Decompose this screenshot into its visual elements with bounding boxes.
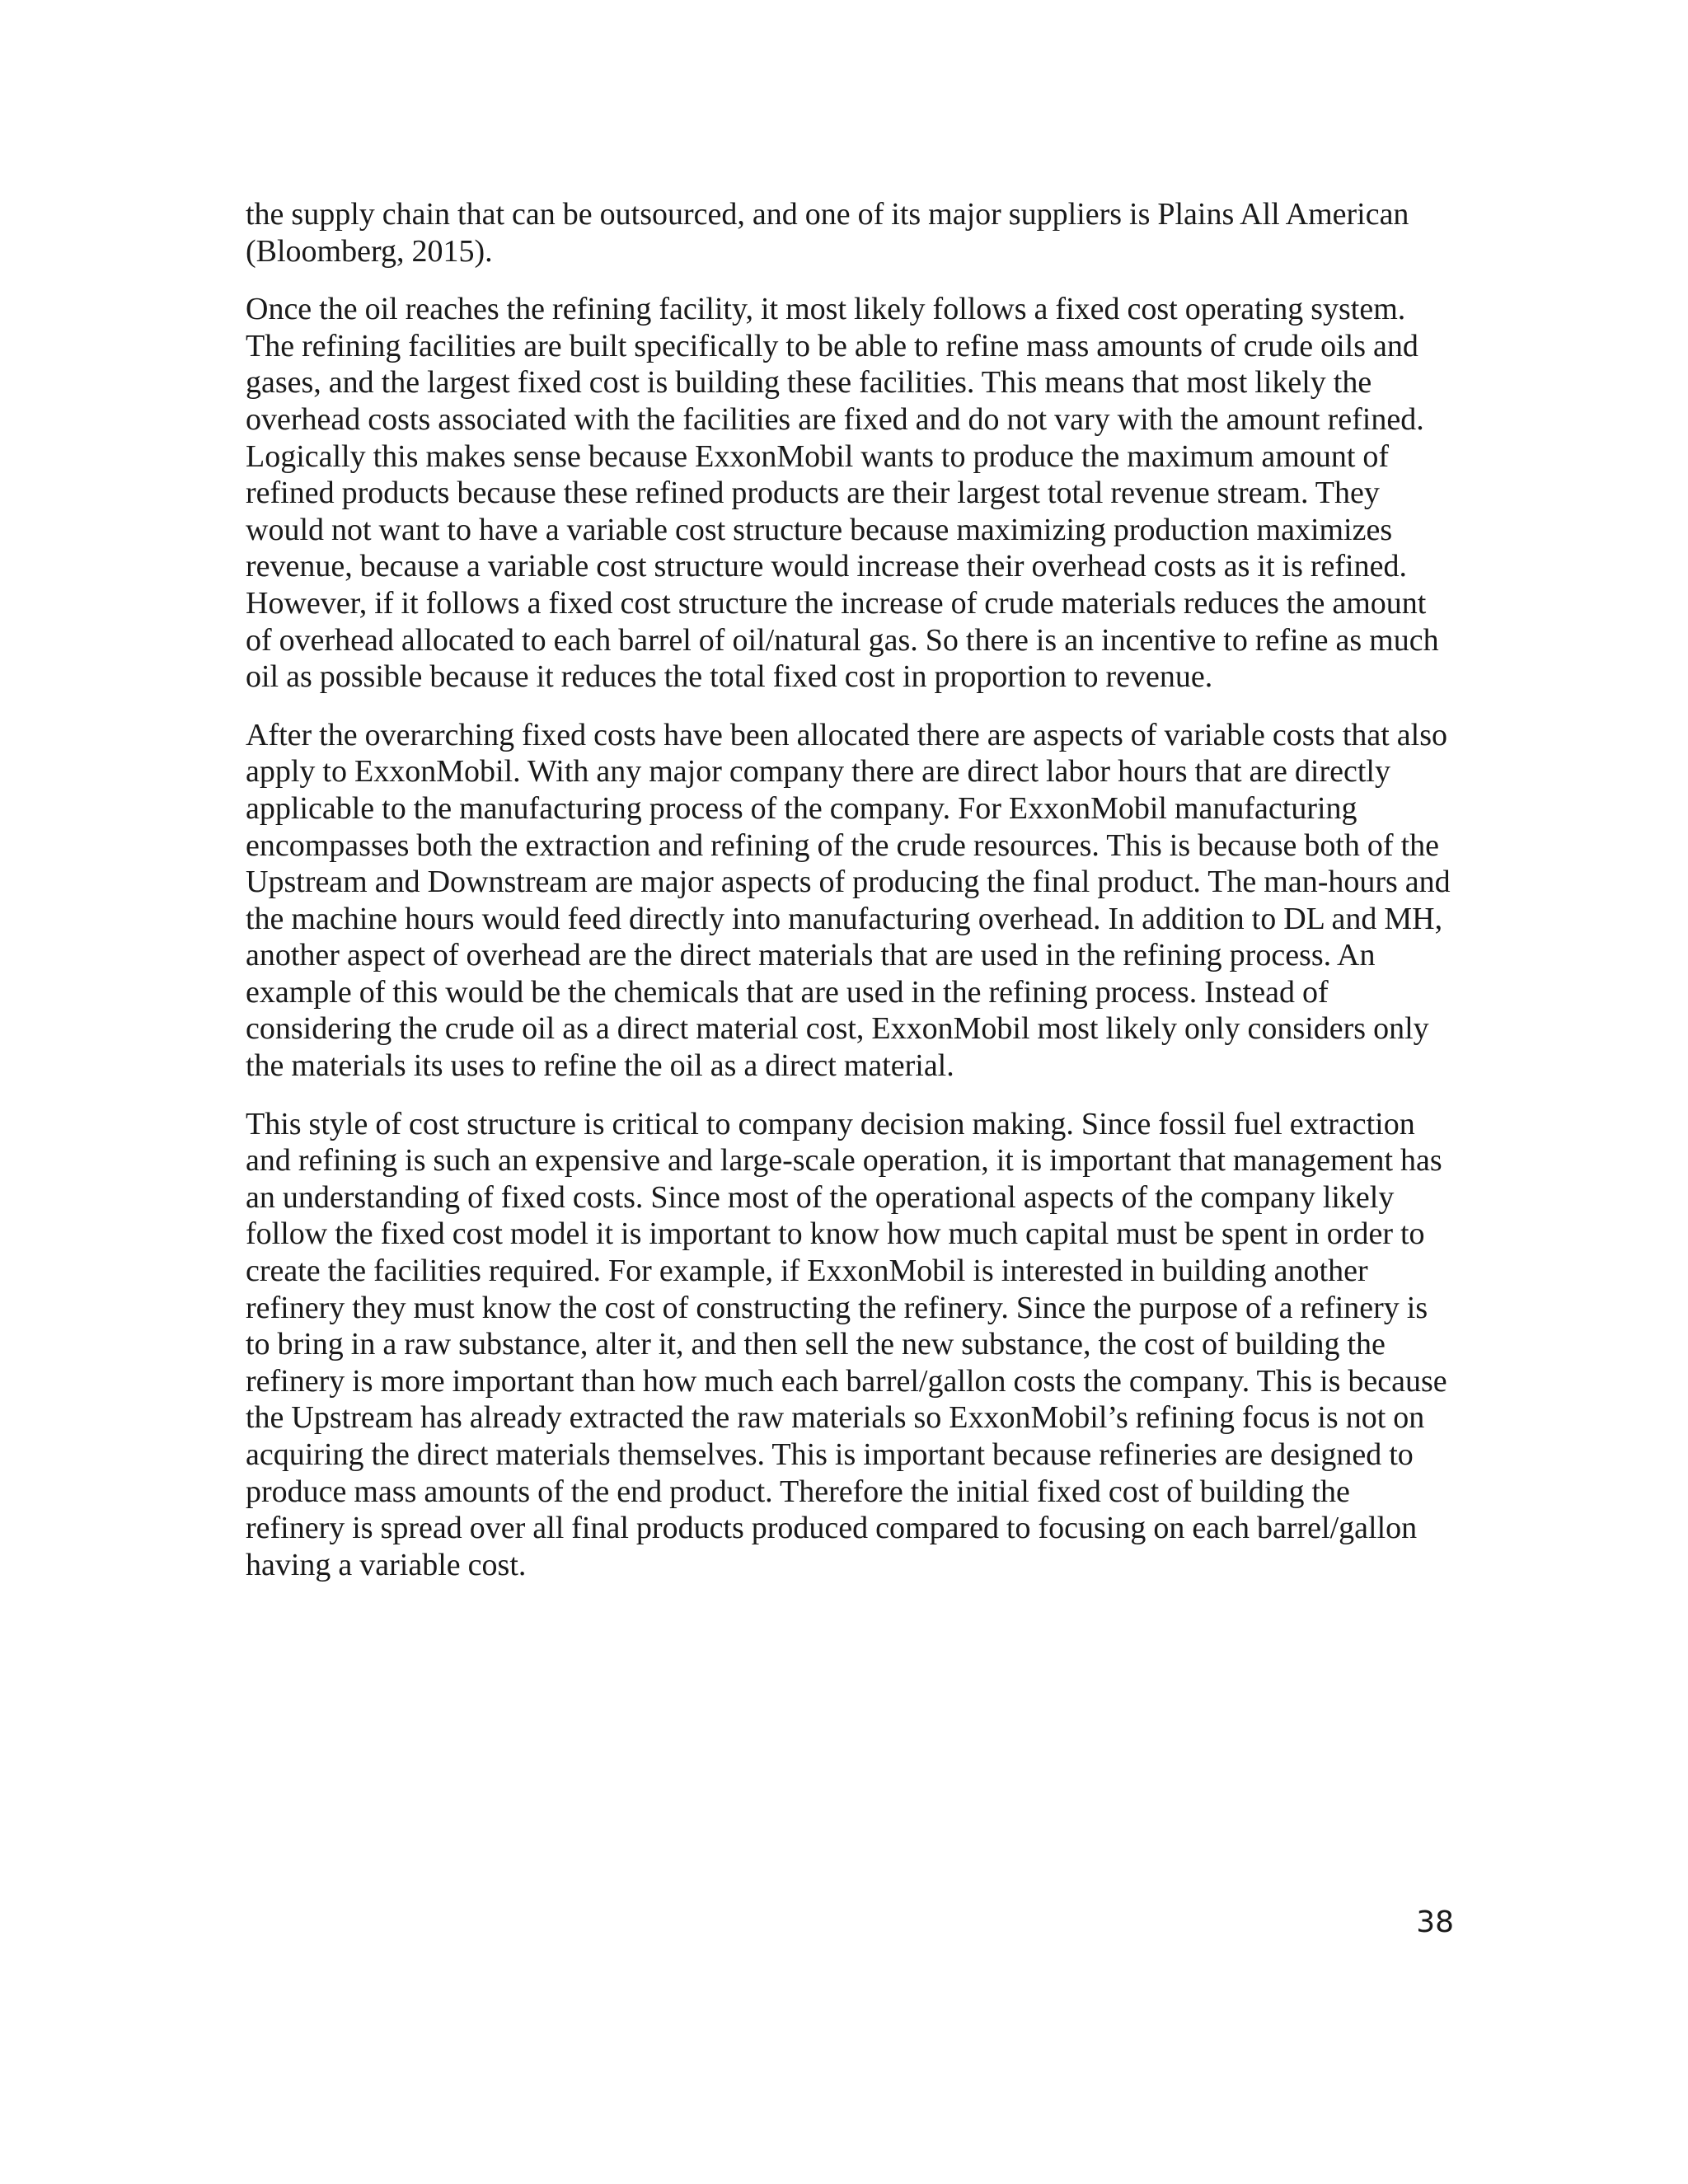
body-text — [246, 196, 1451, 1605]
paragraph-decision-making: This style of cost structure is critical to company decision making. Since fossil fuel extraction and refining is such an expensive and large-scale operation, it is important that management has an understanding of fixed costs. Since most of the operational aspects of the company likely follow the fixed cost model it is important to know how much capital must be spent in order to create the facilities required. For example, if ExxonMobil is interested in building another refinery they must know the cost of constructing the refinery. Since the purpose of a refinery is to bring in a raw substance, alter it, and then sell the new substance, the cost of building the refinery is more important than how much each barrel/gallon costs the company. This is because the Upstream has already extracted the raw materials so ExxonMobil’s refining focus is not on acquiring the direct materials themselves. This is important because refineries are designed to produce mass amounts of the end product. Therefore the initial fixed cost of building the refinery is spread over all final products produced compared to focusing on each barrel/gallon having a variable cost. — [246, 1106, 1447, 1582]
page-number: 38 — [1416, 1905, 1454, 1939]
paragraph-variable-costs: After the overarching fixed costs have been allocated there are aspects of variable costs that also apply to ExxonMobil. With any major company there are direct labor hours that are directly applicable to the manufacturing process of the company. For ExxonMobil manufacturing encompasses both the extraction and refining of the crude resources. This is because both of the Upstream and Downstream are major aspects of producing the final product. The man-hours and the machine hours would feed directly into manufacturing overhead. In addition to DL and MH, another aspect of overhead are the direct materials that are used in the refining process. An example of this would be the chemicals that are used in the refining process. Instead of considering the crude oil as a direct material cost, ExxonMobil most likely only considers only the materials its uses to refine the oil as a direct material. — [246, 717, 1451, 1084]
paragraph-continuation: the supply chain that can be outsourced, and one of its major suppliers is Plains All American (Bloomberg, 2015). — [246, 197, 1409, 269]
paragraph-refining-fixed-costs: Once the oil reaches the refining facility, it most likely follows a fixed cost operating system. The refining facilities are built specifically to be able to refine mass amounts of crude oils and gases, and the largest fixed cost is building these facilities. This means that most likely the overhead costs associated with the facilities are fixed and do not vary with the amount refined. Logically this makes sense because ExxonMobil wants to produce the maximum amount of refined products because these refined products are their largest total revenue stream. They would not want to have a variable cost structure because maximizing production maximizes revenue, because a variable cost structure would increase their overhead costs as it is refined. However, if it follows a fixed cost structure the increase of crude materials reduces the amount of overhead allocated to each barrel of oil/natural gas. So there is an incentive to refine as much oil as possible because it reduces the total fixed cost in proportion to revenue. — [246, 292, 1439, 695]
